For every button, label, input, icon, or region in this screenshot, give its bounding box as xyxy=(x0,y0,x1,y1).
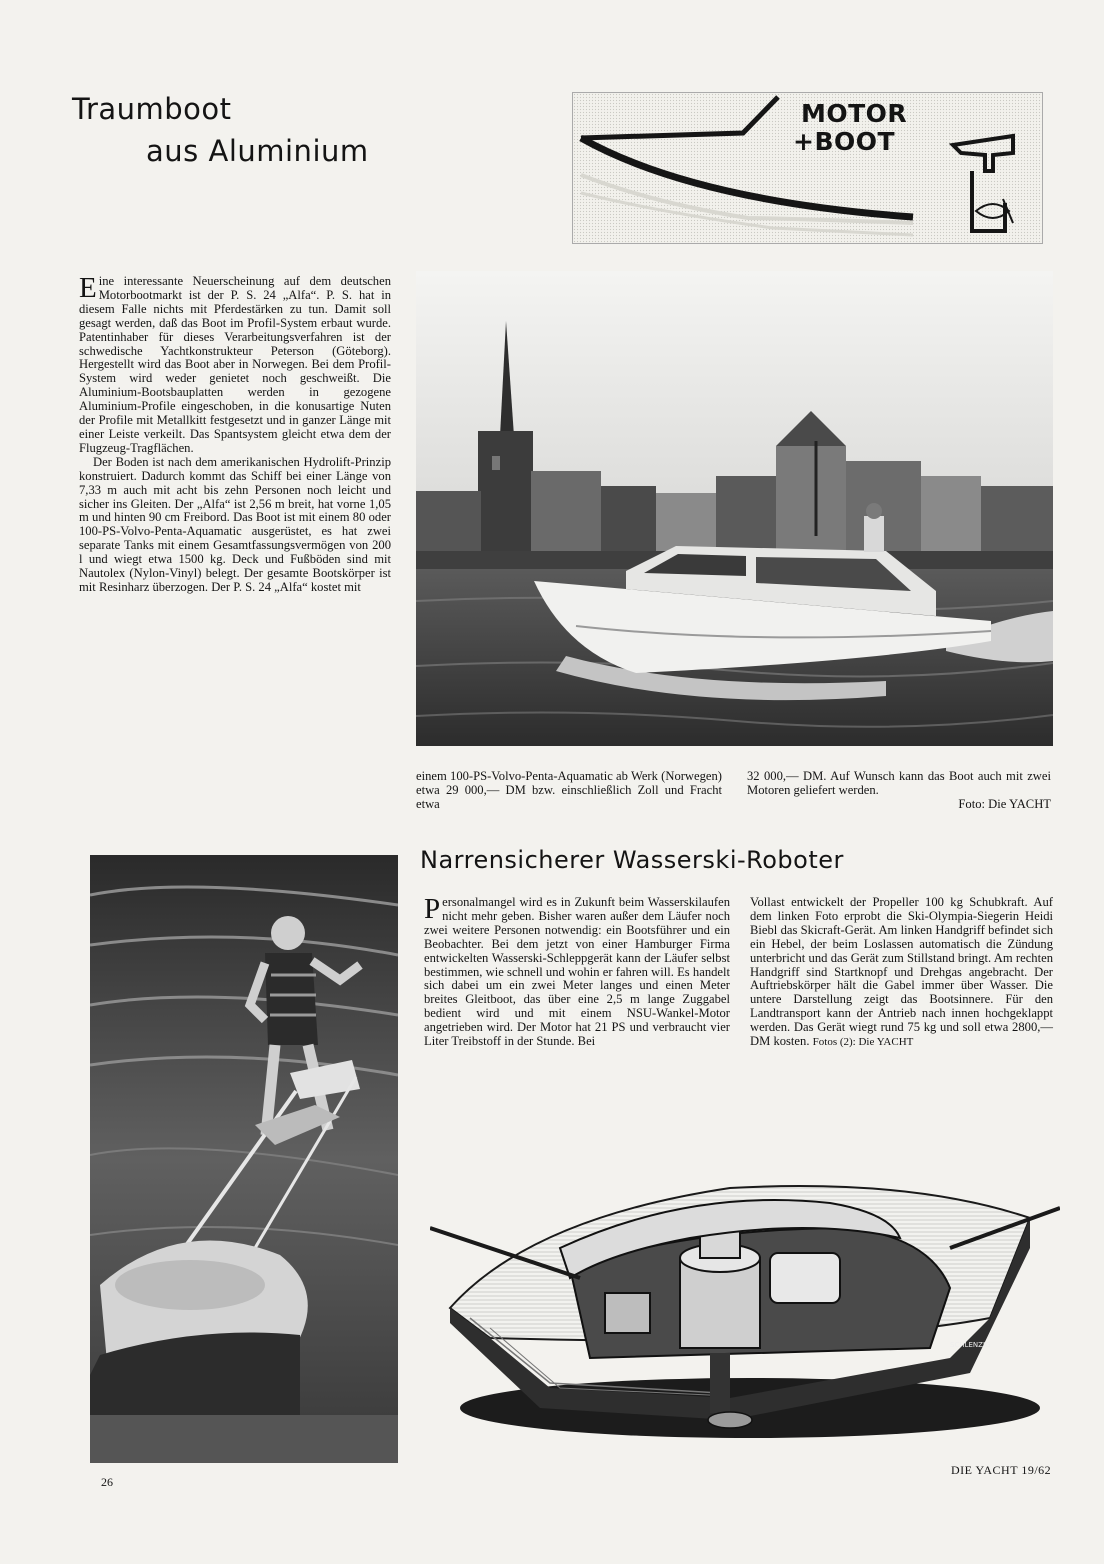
waterski-photo xyxy=(90,855,398,1463)
article-1-paragraph-1: ine interessante Neuerscheinung auf dem deutschen Motorbootmarkt ist der P. S. 24 „Alfa“. P. S. hat in diesem Falle nichts mit Pferdestärken zu tun. Damit soll gesagt werden, daß das Boot im Profil-System erbaut wurde. Patentinhaber für dieses Verarbeitungsverfahren ist der schwedische Yachtkonstrukteur Peterson (Göteborg). Hergestellt wird das Boot aber in Norwegen. Bei dem Profil-System wird weder genietet noch geschweißt. Die Aluminium-Bootsbauplatten werden in gezogene Aluminium-Profile eingeschoben, in die konusartige Nuten der Profile mit Metallkitt festgesetzt und in ganzer Länge mit einer Leiste verkeilt. Das Spantsystem gleicht etwa dem der Flugzeug-Tragflächen. xyxy=(79,274,391,455)
speedboat-photo xyxy=(416,271,1053,746)
article-1-column-3-text: 32 000,— DM. Auf Wunsch kann das Boot auch mit zwei Motoren geliefert werden. xyxy=(747,769,1051,797)
dropcap: E xyxy=(79,272,97,304)
logo-text-boot: +BOOT xyxy=(793,127,896,156)
article-1-column-3 xyxy=(747,770,1051,812)
cutaway-illustration xyxy=(430,1158,1060,1458)
motor-boot-logo xyxy=(572,92,1043,244)
photo-credit: Foto: Die YACHT xyxy=(958,796,1051,811)
article-title-line-2: aus Aluminium xyxy=(146,134,369,168)
article-2-title: Narrensicherer Wasserski-Roboter xyxy=(420,846,844,874)
page-number: 26 xyxy=(101,1475,113,1489)
article-2-photo-credit: Fotos (2): Die YACHT xyxy=(812,1036,914,1049)
article-1-column-1 xyxy=(79,272,391,595)
article-2-column-2-text: Vollast entwickelt der Propeller 100 kg Schubkraft. Auf dem linken Foto erprobt die Ski-Olympia-Siegerin Heidi Biebl das Skicraft-Gerät. Am linken Handgriff befindet sich ein Hebel, der beim Loslassen automatisch die Zündung unterbricht und das Gerät zum Stillstand bringt. Am rechten Handgriff sind Startknopf und Drehgas angebracht. Der Auftriebskörper hält die Gabel immer über Wasser. Die untere Darstellung zeigt das Bootsinnere. Für den Landtransport kann der Antrieb nach innen hochgeklappt werden. Das Gerät wiegt rund 75 kg und soll etwa 2800,— DM kosten. xyxy=(750,895,1053,1049)
article-2-column-1 xyxy=(424,893,730,1049)
illustrator-signature: SCHLENZIG xyxy=(950,1341,991,1349)
logo-text-motor: MOTOR xyxy=(801,99,908,128)
issue-label: DIE YACHT 19/62 xyxy=(951,1463,1052,1477)
article-title-line-1: Traumboot xyxy=(72,92,232,126)
article-1-paragraph-2: Der Boden ist nach dem amerikanischen Hydrolift-Prinzip konstruiert. Dadurch kommt das Schiff bei einer Länge von 7,33 m auch mit acht bis zehn Personen noch leicht und sicher ins Gleiten. Der „Alfa“ ist 2,56 m breit, hat vorne 1,05 m und hinten 90 cm Freibord. Das Boot ist mit einem 80 oder 100-PS-Volvo-Penta-Aquamatic ausgerüstet, es hat zwei separate Tanks mit einem Gesamtfassungsvermögen von 200 l und wiegt etwa 1500 kg. Deck und Fußböden sind mit Nautolex (Nylon-Vinyl) belegt. Der gesamte Bootskörper ist mit Resinharz überzogen. Der P. S. 24 „Alfa“ kostet mit xyxy=(79,454,391,594)
article-2-column-1-text: ersonalmangel wird es in Zukunft beim Wasserskilaufen nicht mehr geben. Bisher waren außer dem Läufer noch zwei weitere Personen notwendig: ein Bootsführer und ein Beobachter. Bei dem jetzt von einer Hamburger Firma entwickelten Wasserski-Schleppgerät kann der Läufer selbst bestimmen, wie schnell und wohin er fahren will. Es handelt sich dabei um ein zwei Meter langes und einen Meter breites Gleitboot, das über eine 2,5 m lange Zuggabel bedient wird und mit einem NSU-Wankel-Motor angetrieben wird. Der Motor hat 21 PS und verbraucht vier Liter Treibstoff in der Stunde. Bei xyxy=(424,895,730,1049)
article-2-column-2 xyxy=(750,896,1053,1050)
article-1-column-2: einem 100-PS-Volvo-Penta-Aquamatic ab Werk (Norwegen) etwa 29 000,— DM bzw. einschließlich Zoll und Fracht etwa xyxy=(416,769,722,811)
dropcap: P xyxy=(424,893,441,925)
